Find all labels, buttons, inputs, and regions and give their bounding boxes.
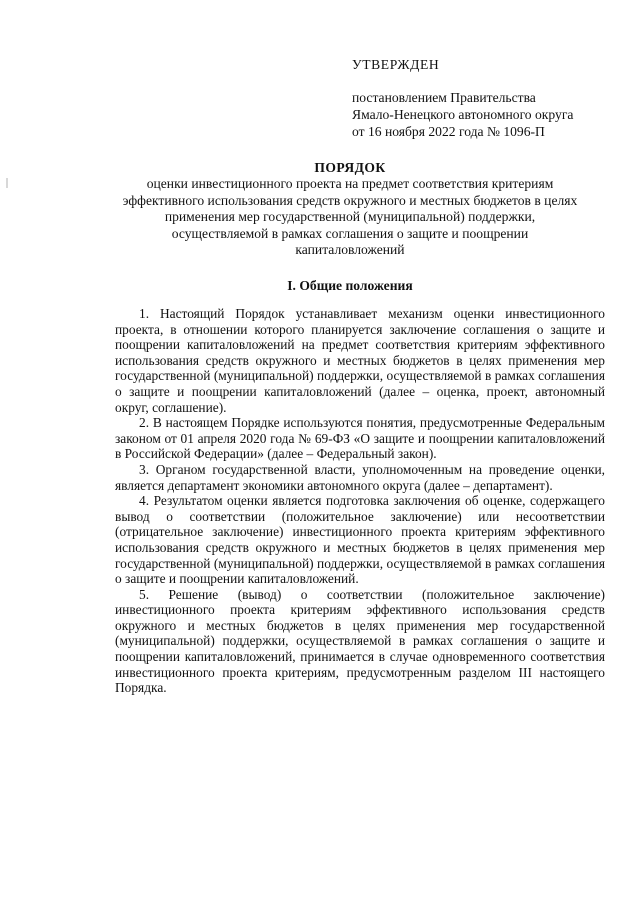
paragraph-4: 4. Результатом оценки является подготовка заключения об оценке, содержащего вывод о соответствии (положительное заключение) или несоответствии (отрицательное заключение) инвестиционного проекта критериям эффективного использования средств окружного и местных бюджетов в целях применения мер государственной (муниципальной) поддержки, осуществляемой в рамках соглашения о защите и поощрении капиталовложений. <box>115 493 605 587</box>
approval-block <box>352 56 612 140</box>
section-body <box>115 306 605 696</box>
paragraph-3: 3. Органом государственной власти, уполномоченным на проведение оценки, является департамент экономики автономного округа (далее – департамент). <box>115 461 605 493</box>
subtitle-line-4: осуществляемой в рамках соглашения о защите и поощрении <box>171 225 529 241</box>
subtitle-line-3: применения мер государственной (муниципальной) поддержки, <box>164 209 536 225</box>
paragraph-5: 5. Решение (вывод) о соответствии (положительное заключение) инвестиционного проекта критериям эффективного использования средств окружного и местных бюджетов в целях применения мер государственной (муниципальной) поддержки, осуществляемой в рамках соглашения о защите и поощрении капиталовложений, принимается в случае одновременного соответствия инвестиционного проекта критериям, предусмотренным разделом III настоящего Порядка. <box>115 586 605 696</box>
subtitle-line-5: капиталовложений <box>295 242 405 258</box>
approval-stamp: УТВЕРЖДЕН <box>352 57 440 72</box>
document-title-block <box>80 160 620 258</box>
approval-line-3: от 16 ноября 2022 года № 1096-П <box>352 124 545 139</box>
scan-artifact <box>6 178 8 188</box>
section-heading: I. Общие положения <box>287 278 413 293</box>
approval-line-1: постановлением Правительства <box>352 90 536 105</box>
paragraph-2: 2. В настоящем Порядке используются понятия, предусмотренные Федеральным законом от 01 апреля 2020 года № 69-ФЗ «О защите и поощрении капиталовложений в Российской Федерации» (далее – Федеральный закон). <box>115 415 605 462</box>
approval-line-2: Ямало-Ненецкого автономного округа <box>352 107 574 122</box>
document-title: ПОРЯДОК <box>314 160 386 175</box>
subtitle-line-1: оценки инвестиционного проекта на предмет соответствия критериям <box>146 176 554 192</box>
subtitle-line-2: эффективного использования средств окружного и местных бюджетов в целях <box>122 192 578 208</box>
paragraph-1: 1. Настоящий Порядок устанавливает механизм оценки инвестиционного проекта, в отношении которого планируется заключение соглашения о защите и поощрении капиталовложений на предмет соответствия критериям эффективного использования средств окружного и местных бюджетов в целях применения мер государственной (муниципальной) поддержки, осуществляемой в рамках соглашения о защите и поощрении капиталовложений (далее – оценка, проект, автономный округ, соглашение). <box>115 306 605 415</box>
